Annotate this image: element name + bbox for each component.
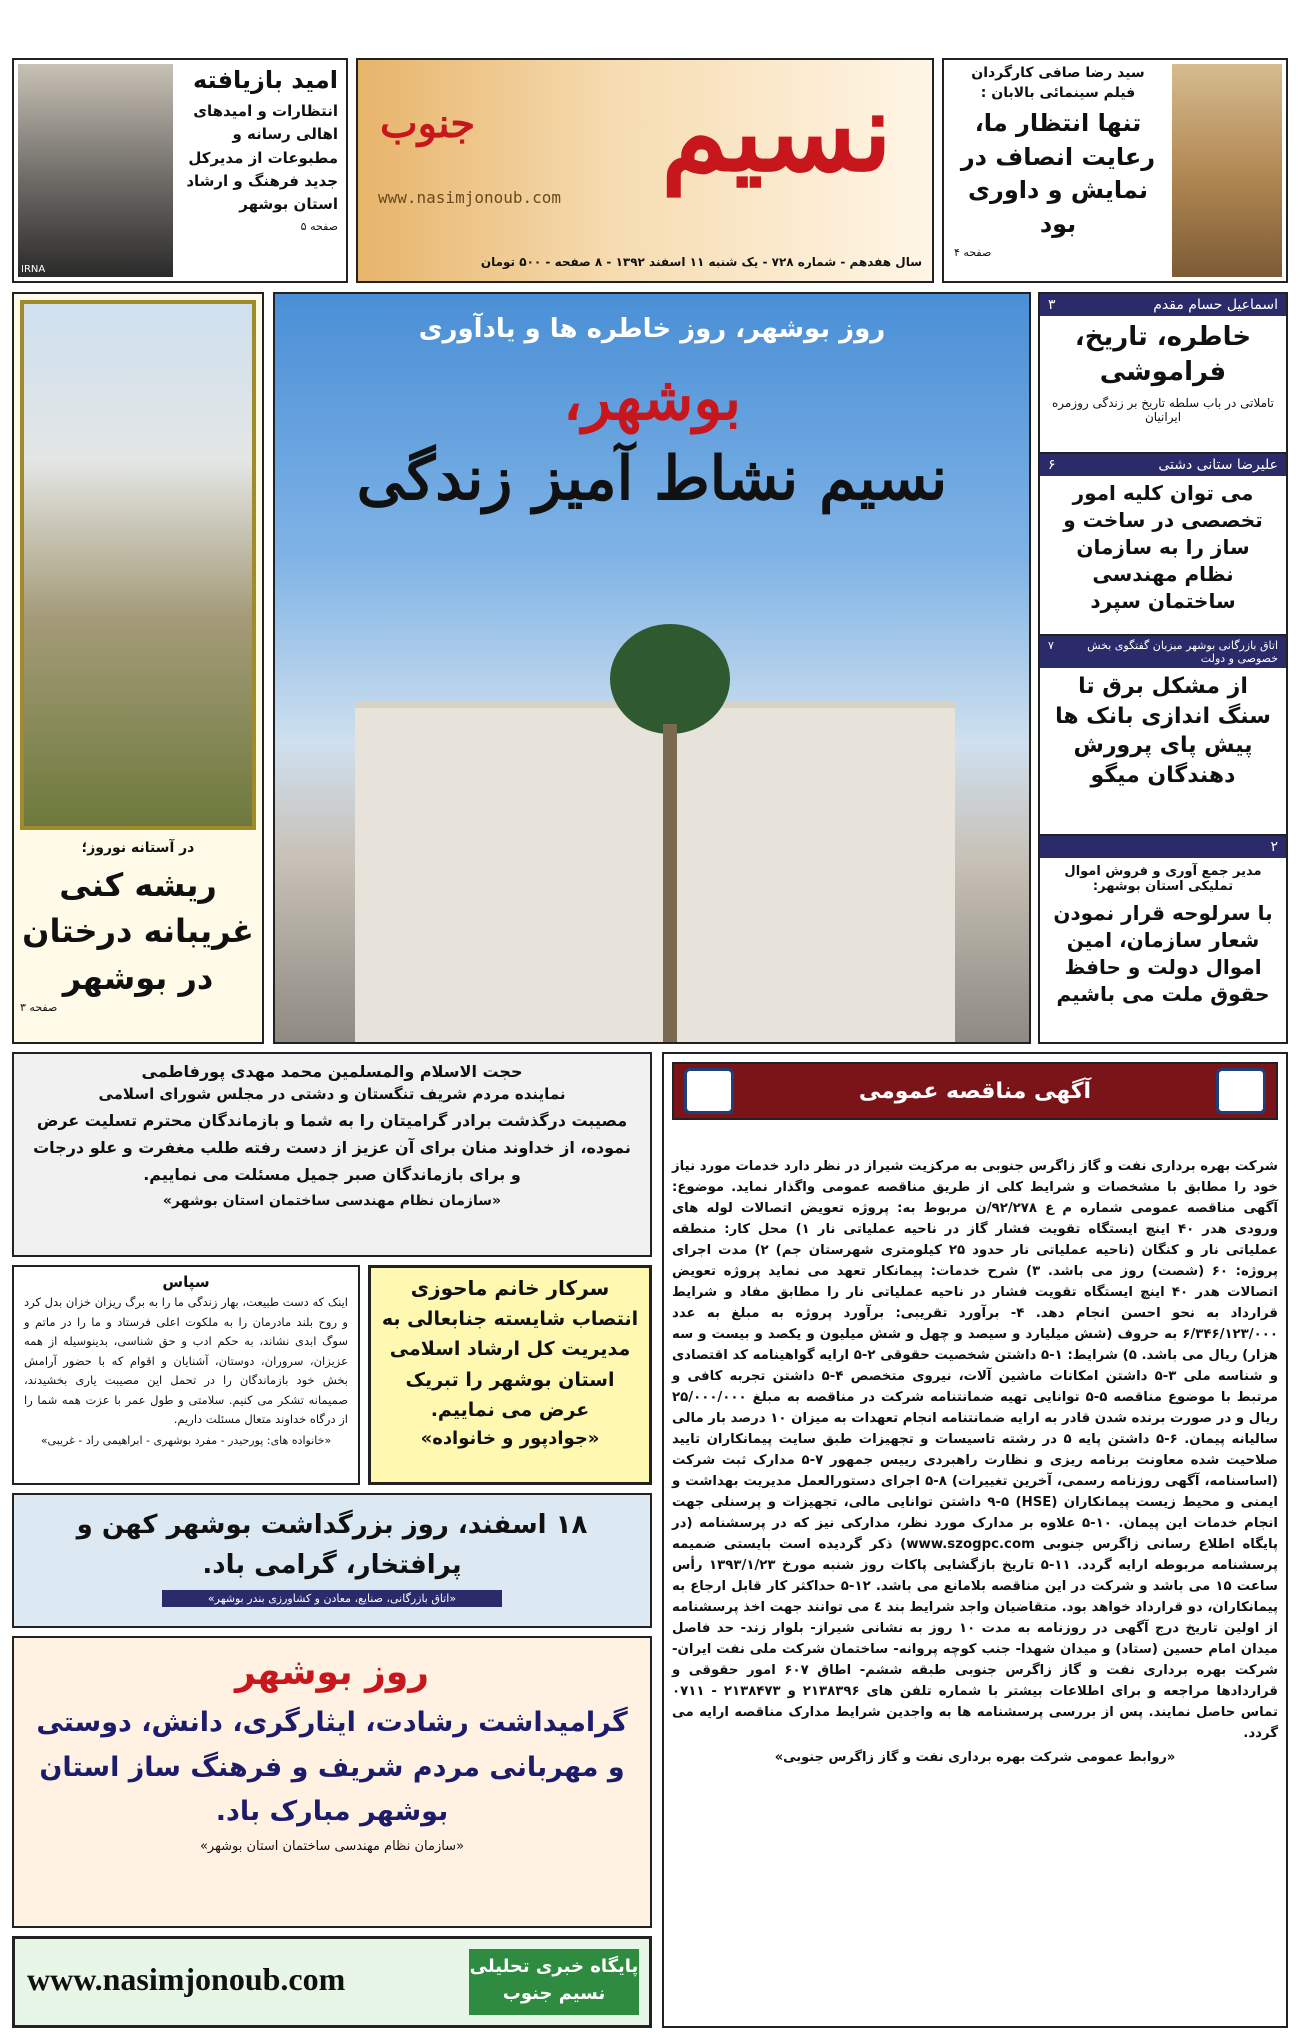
masthead-logo-sub: جنوب <box>380 100 476 147</box>
right-item-title: از مشکل برق تا سنگ اندازی بانک ها پیش پای پرورش دهندگان میگو <box>1055 674 1271 789</box>
bushehr-day-title: روز بوشهر <box>234 1652 429 1693</box>
left-teaser-title: امید بازیافته <box>192 66 338 94</box>
nioc-logo-icon <box>684 1068 734 1114</box>
condolence-body: مصیبت درگذشت برادر گرامیتان را به شما و بازماندگان محترم تسلیت عرض نموده، از خداوند منان برای آن عزیز از دست رفته طلب مغفرت و علو درجات و برای بازماندگان صبر جمیل مسئلت می نماییم. <box>33 1111 631 1185</box>
side-story-page: صفحه ۳ <box>20 1001 58 1015</box>
palm-tree-shape <box>610 624 730 734</box>
nioc-logo-icon <box>1216 1068 1266 1114</box>
right-item-title: با سرلوحه قرار نمودن شعار سازمان، امین اموال دولت و حافظ حقوق ملت می باشیم <box>1053 901 1273 1006</box>
esfand-ad <box>12 1493 652 1628</box>
esfand-title: ۱۸ اسفند، روز بزرگداشت بوشهر کهن و پرافتخار، گرامی باد. <box>76 1510 588 1581</box>
bushehr-day-ad <box>12 1636 652 1928</box>
congrats-signature: «جوادپور و خانواده» <box>420 1427 600 1449</box>
condolence-signature: «سازمان نظام مهندسی ساختمان استان بوشهر» <box>162 1192 502 1209</box>
condolence-ad <box>12 1052 652 1257</box>
thanks-body: اینک که دست طبیعت، بهار زندگی ما را به برگ ریزان خزان بدل کرد و روح بلند مادرمان را به ملکوت اعلی فرستاد و ما را در ماتم و سوگ ابدی نشاند، به حکم ادب و حق شناسی، بدینوسیله از همه عزیزان، سروران، دوستان، آشنایان و اقوام که با حضور آرامش بخش خود بازماندگان را در تحمل این مصیبت یاری بخشیدند، صمیمانه تشکر می کنیم. سلامتی و طول عمر با عزت همه شما را از درگاه خداوند متعال مسئلت داریم. <box>24 1295 348 1427</box>
right-item-author: اتاق بازرگانی بوشهر میزبان گفتگوی بخش خصوصی و دولت <box>1087 639 1278 665</box>
side-story[interactable] <box>12 292 264 1044</box>
right-teaser[interactable] <box>942 58 1288 283</box>
right-item-num: ۶ <box>1048 457 1056 473</box>
right-item-num: ۲ <box>1270 839 1278 855</box>
right-teaser-photo <box>1172 64 1282 277</box>
right-item-3[interactable] <box>1040 636 1286 836</box>
condolence-title: حجت الاسلام والمسلمین محمد مهدی پورفاطمی <box>141 1062 523 1081</box>
masthead-logo: نسیم <box>661 70 892 196</box>
tender-signature: «روابط عمومی شرکت بهره برداری نفت و گاز زاگرس جنوبی» <box>774 1750 1176 1765</box>
side-story-title: ریشه کنی غریبانه درختان در بوشهر <box>22 866 254 997</box>
right-item-num: ۷ <box>1048 639 1054 652</box>
right-item-intro: مدیر جمع آوری و فروش اموال تملیکی استان بوشهر: <box>1064 864 1262 894</box>
right-item-author: علیرضا ستانی دشتی <box>1158 457 1278 473</box>
condolence-subtitle: نماینده مردم شریف تنگستان و دشتی در مجلس شورای اسلامی <box>98 1085 566 1103</box>
right-item-tag <box>1040 454 1286 476</box>
right-item-title: خاطره، تاریخ، فراموشی <box>1074 322 1252 388</box>
left-teaser-page: صفحه ۵ <box>300 220 338 234</box>
tender-header <box>672 1062 1278 1120</box>
main-story[interactable] <box>273 292 1031 1044</box>
right-teaser-intro: سید رضا صافی کارگردان فیلم سینمائی بالابان : <box>971 65 1145 101</box>
footer-label: پایگاه خبری تحلیلی نسیم جنوب <box>469 1949 639 2015</box>
right-item-1[interactable] <box>1040 294 1286 454</box>
right-item-author: اسماعیل حسام مقدم <box>1153 297 1278 313</box>
right-item-2[interactable] <box>1040 454 1286 636</box>
right-item-sub: تاملاتی در باب سلطه تاریخ بر زندگی روزمره ایرانیان <box>1051 396 1275 425</box>
right-teaser-page: صفحه ۴ <box>954 245 992 259</box>
congrats-ad <box>368 1265 652 1485</box>
congrats-body: انتصاب شایسته جنابعالی به مدیریت کل ارشاد اسلامی استان بوشهر را تبریک عرض می نماییم. <box>381 1308 639 1422</box>
congrats-title: سرکار خانم ماحوزی <box>410 1276 610 1300</box>
photo-credit: IRNA <box>21 264 46 275</box>
right-teaser-title: تنها انتظار ما، رعایت انصاف در نمایش و داوری بود <box>960 109 1156 238</box>
left-teaser[interactable] <box>12 58 348 283</box>
left-teaser-body: انتظارات و امیدهای اهالی رسانه و مطبوعات از مدیرکل جدید فرهنگ و ارشاد استان بوشهر <box>186 102 338 213</box>
main-story-kicker: روز بوشهر، روز خاطره ها و یادآوری <box>418 314 886 344</box>
footer-banner[interactable] <box>12 1936 652 2028</box>
thanks-signature: «خانواده های: پورحیدر - مفرد بوشهری - ابراهیمی راد - غریبی» <box>40 1433 332 1447</box>
bushehr-day-body: گرامیداشت رشادت، ایثارگری، دانش، دوستی و مهربانی مردم شریف و فرهنگ ساز استان بوشهر مبارک باد. <box>36 1707 628 1828</box>
masthead-url[interactable]: www.nasimjonoub.com <box>378 188 562 207</box>
building-shape <box>355 702 955 1042</box>
masthead <box>356 58 934 283</box>
esfand-signature: «اتاق بازرگانی، صنایع، معادن و کشاورزی بندر بوشهر» <box>162 1590 502 1607</box>
right-item-4[interactable] <box>1040 836 1286 1040</box>
right-item-tag <box>1040 294 1286 316</box>
tender-ad <box>662 1052 1288 2028</box>
thanks-title: سپاس <box>162 1273 210 1291</box>
masthead-issue: سال هفدهم - شماره ۷۲۸ - یک شنبه ۱۱ اسفند ۱۳۹۲ - ۸ صفحه - ۵۰۰ تومان <box>480 255 922 269</box>
right-column <box>1038 292 1288 1044</box>
side-story-photo <box>20 300 256 830</box>
right-item-tag <box>1040 836 1286 858</box>
left-teaser-photo <box>18 64 173 277</box>
tender-body: شرکت بهره برداری نفت و گاز زاگرس جنوبی به مرکزیت شیراز در نظر دارد خدمات مورد نیاز خود را مطابق با مشخصات و شرایط کلی از طریق مناقصه عمومی واگذار نماید. موضوع: آگهی مناقصه عمومی شماره م ع ۹۲/۲۷۸/ن مربوط به: پروژه تعویض اتصالات لوله های ورودی هدر ۴۰ اینچ ایستگاه تقویت فشار گاز در ناحیه عملیاتی نار ۱) محل کار: منطقه عملیاتی نار و کنگان (ناحیه عملیاتی نار حدود ۲۵ کیلومتری شهرستان جم) ۲) مدت اجرای پروژه: ۶۰ (شصت) روز می باشد. ۳) شرح خدمات: پیمانکار تعهد می نماید پروژه تعویض اتصالات هدر ۴۰ اینچ ایستگاه تقویت فشار در ناحیه عملیاتی نار را مطابق مفاد و شرایط قرارداد به نحو احسن انجام دهد. ۴- برآورد تقریبی: برآورد پروژه به مبلغ به عدد ۶/۳۴۶/۱۲۳/۰۰۰ به حروف (شش میلیارد و سیصد و چهل و شش میلیون و یکصد و بیست و سه هزار) ریال می باشد. ۵) شرایط: ۱-۵ داشتن شخصیت حقوقی ۲-۵ ارایه گواهینامه کد اقتصادی و شناسه ملی ۳-۵ داشتن امکانات ماشین آلات، نیروی متخصص ۴-۵ داشتن تجربه کافی و مرتبط با موضوع مناقصه ۵-۵ توانایی تهیه ضمانتنامه شرکت در مناقصه به مبلغ ۲۵/۰۰۰/۰۰۰ ریال و در صورت برنده شدن قادر به ارایه ضمانتنامه انجام تعهدات به میزان ۱۰ درصد بار مالی سالیانه پیمان. ۶-۵ داشتن پایه ۵ در رشته تاسیسات و تجهیزات طبق سایت پیمانکاران تایید صلاحیت شده معاونت برنامه ریزی و نظارت راهبردی رییس جمهور ۷-۵ مدارک ثبت شرکت (اساسنامه، آگهی روزنامه رسمی، آخرین تغییرات) ۸-۵ اجرای دستورالعمل مدیریت بهداشت و ایمنی و محیط زیست پیمانکاران (HSE) ۹-۵ داشتن توانایی مالی، تجهیزات و پرسنلی جهت انجام خدمات این پیمان. ۱۰-۵ علاوه بر مدارک مورد نظر، مدارکی نیز که در پرسشنامه (در پایگاه اطلاع رسانی زاگرس جنوبی www.szogpc.com) ذکر گردیده است بایستی ضمیمه پرسشنامه مربوطه ارایه گردد. ۱۱-۵ تاریخ بازگشایی پاکات روز شنبه مورخ ۱۳۹۳/۱/۲۳ رأس ساعت ۱۵ می باشد و شرکت در این مناقصه بلامانع می باشد. ۱۲-۵ حداکثر کار قابل ارجاع به پیمانکاران، دو قرارداد خواهد بود. متقاضیان واجد شرایط بند ٤ می توانند جهت اخذ پرسشنامه از اولین تاریخ درج آگهی در روزنامه به مدت ۱۰ روز به نشانی شیراز- بلوار زند- حد فاصل میدان امام حسین (ستاد) و میدان شهدا- جنب کوچه پروانه- ساختمان شرکت ملی نفت ایران- شرکت بهره برداری نفت و گاز زاگرس جنوبی طبقه ششم- اطاق ۶۰۷ امور حقوقی و قراردادها مراجعه و برای اطلاعات بیشتر با شماره تلفن های ۲۱۳۸۳۹۶ و ۲۱۳۸۴۷۳ - ۰۷۱۱ تماس حاصل نمایند. پس از بررسی پرسشنامه ها به واجدین شرایط مدارک مناقصه ارایه می گردد. <box>672 1159 1279 1741</box>
side-story-kicker: در آستانه نوروز؛ <box>81 840 195 856</box>
bushehr-day-signature: «سازمان نظام مهندسی ساختمان استان بوشهر» <box>199 1838 465 1854</box>
right-item-num: ۳ <box>1048 297 1056 313</box>
thanks-ad <box>12 1265 360 1485</box>
main-story-headline-1: بوشهر، <box>562 364 742 434</box>
footer-url[interactable]: www.nasimjonoub.com <box>27 1961 346 1997</box>
right-item-title: می توان کلیه امور تخصصی در ساخت و ساز را به سازمان نظام مهندسی ساختمان سپرد <box>1063 481 1263 613</box>
palm-trunk-shape <box>663 724 677 1044</box>
main-story-headline-2: نسیم نشاط آمیز زندگی <box>356 444 948 514</box>
right-item-tag <box>1040 636 1286 668</box>
tender-title: آگهی مناقصه عمومی <box>858 1078 1092 1104</box>
